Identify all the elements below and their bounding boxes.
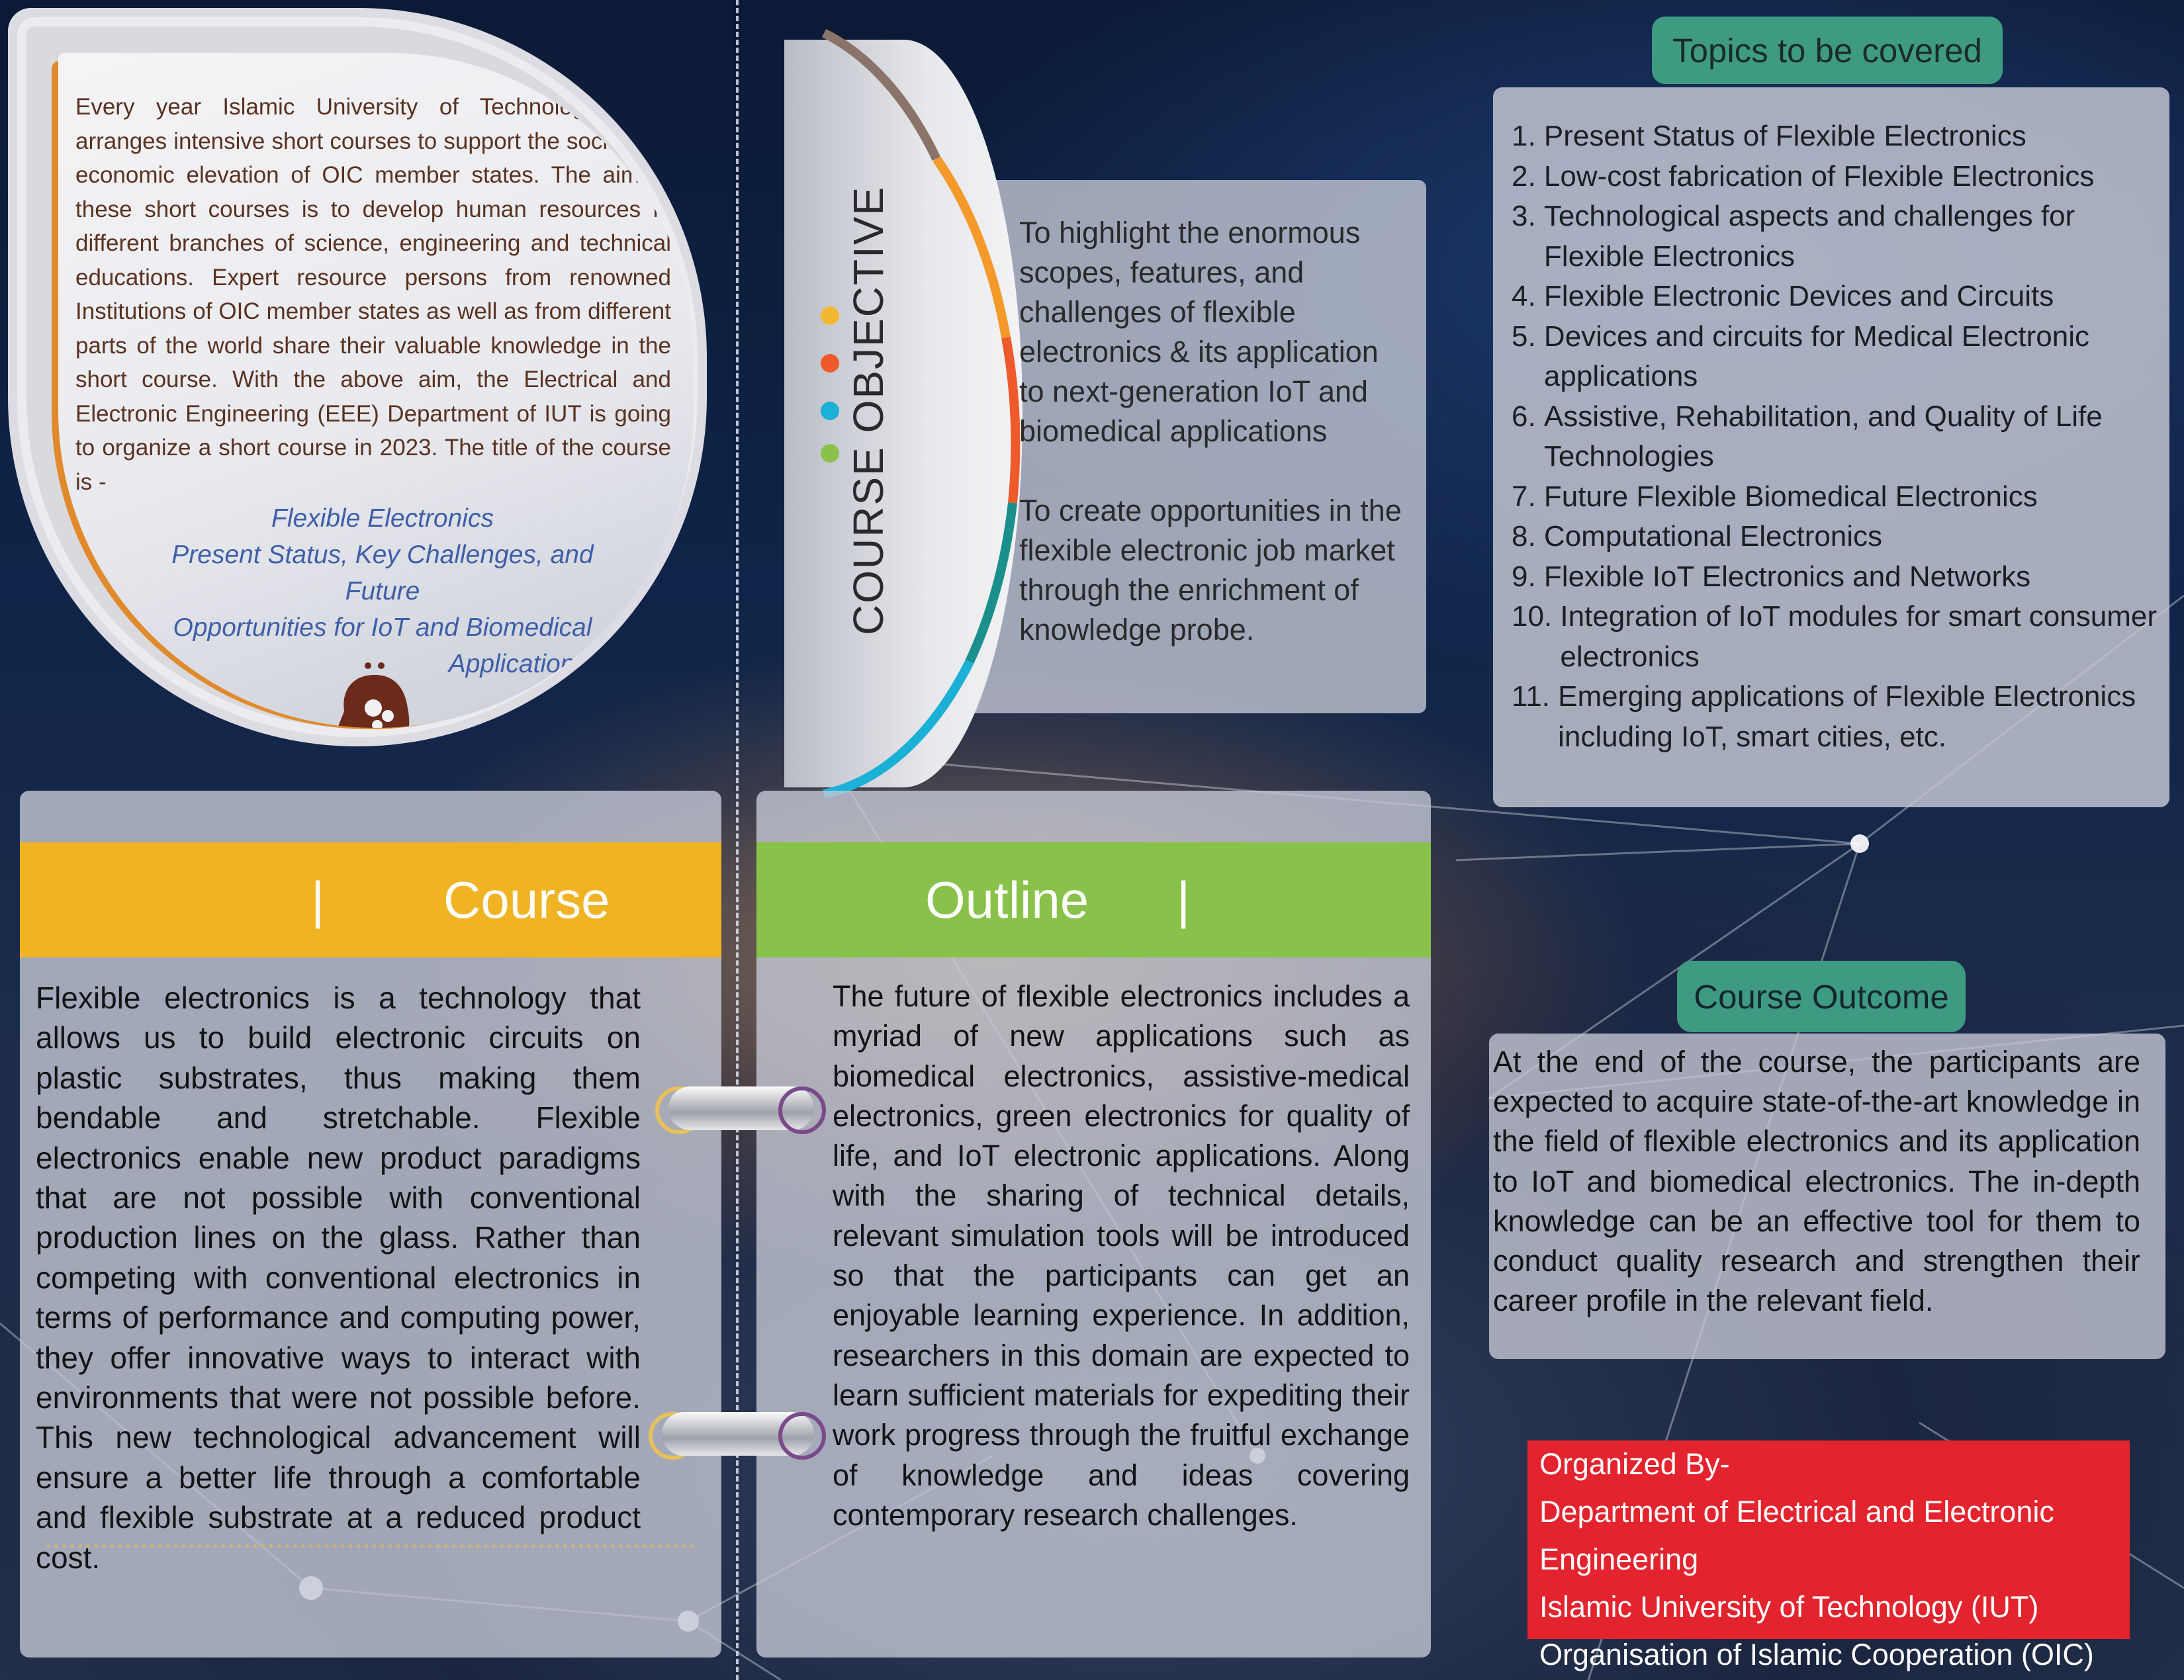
outline-heading: Outline [925, 871, 1089, 929]
topic-item [1512, 557, 2167, 597]
outcome-description: At the end of the course, the participants are expected to acquire state-of-the-art knowledge in the field of flexible electronics and its application to IoT and biomedical electronics. The in-depth knowledge can be an effective tool for them to conduct quality research and strengthen their career profile in the relevant field. [1493, 1045, 2140, 1318]
topic-number: 9. [1512, 560, 1544, 593]
topic-item [1512, 677, 2167, 757]
objective-dot-yellow [821, 306, 839, 325]
topic-item [1512, 397, 2167, 477]
connector-ring-right-bottom [778, 1412, 826, 1460]
topic-text: Technological aspects and challenges for Flexible Electronics [1543, 200, 2075, 273]
organizer-box [1527, 1440, 2130, 1671]
topic-item [1512, 477, 2167, 517]
topic-text: Flexible IoT Electronics and Networks [1543, 560, 2031, 593]
topic-number: 8. [1512, 520, 1544, 553]
intro-circle [58, 53, 694, 728]
topic-item [1512, 597, 2167, 677]
course-description: Flexible electronics is a technology that allows us to build electronic circuits on plastic substrates, thus making them bendable and stretchable. Flexible electronics enable new product paradigms that are not possible with conventional production lines on the glass. Rather than competing with conventional electronics in terms of performance and computing power, they offer innovative ways to interact with environments that were not possible before. This new technological advancement will ensure a better life through a comfortable and flexible substrate at a reduced product cost. [36, 981, 641, 1575]
course-title-line-3: Opportunities for IoT and Biomedical [173, 613, 592, 642]
topic-number: 6. [1512, 400, 1544, 433]
topic-text: Integration of IoT modules for smart consumer electronics [1560, 600, 2157, 673]
topic-text: Future Flexible Biomedical Electronics [1543, 480, 2038, 513]
topic-number: 2. [1512, 159, 1544, 193]
objective-dot-orange [821, 354, 839, 373]
objective-points [1019, 213, 1410, 689]
topic-item [1512, 157, 2167, 197]
topic-item [1512, 317, 2167, 397]
course-heading-bar [20, 842, 721, 957]
outline-heading-bar [756, 842, 1431, 957]
topic-item [1512, 197, 2167, 277]
topics-list [1512, 116, 2167, 757]
organizer-line-3: Islamic University of Technology (IUT) [1539, 1590, 2039, 1624]
organizer-line-4: Organisation of Islamic Cooperation (OIC) [1539, 1638, 2094, 1671]
topic-item [1512, 277, 2167, 317]
topic-text: Flexible Electronic Devices and Circuits [1543, 280, 2054, 312]
connector-ring-right-top [778, 1086, 826, 1134]
topic-number: 3. [1512, 200, 1544, 232]
organizer-line-1: Organized By- [1539, 1447, 1730, 1481]
course-title [138, 500, 627, 682]
course-pipe: | [311, 871, 325, 929]
topic-text: Devices and circuits for Medical Electronic applications [1543, 320, 2089, 392]
outcome-title: Course Outcome [1677, 961, 1966, 1032]
brain-head-icon [335, 662, 414, 728]
dotted-divider [46, 1544, 695, 1548]
topic-number: 5. [1512, 320, 1544, 353]
objective-dot-green [821, 444, 839, 463]
topic-item [1512, 116, 2167, 157]
objective-point-1: To highlight the enormous scopes, features, and challenges of flexible electronics & its application to next-generation IoT and biomedical applications [1019, 216, 1379, 448]
outline-description: The future of flexible electronics includes a myriad of new applications such as biomedical electronics, assistive-medical electronics, green electronics for quality of life, and IoT electronic applications. Along with the sharing of technical details, relevant simulation tools will be introduced so that the participants can get an enjoyable learning experience. In addition, researchers in this domain are expected to learn sufficient materials for expediting their work progress through the fruitful exchange of knowledge and ideas covering contemporary research challenges. [833, 979, 1410, 1532]
topic-number: 4. [1512, 280, 1544, 312]
topic-text: Low-cost fabrication of Flexible Electronics [1543, 159, 2095, 193]
course-heading: Course [443, 871, 610, 929]
objective-label: COURSE OBJECTIVE [844, 185, 892, 635]
course-title-line-4: Applications [448, 650, 588, 678]
topic-number: 7. [1512, 480, 1544, 513]
organizer-line-2: Department of Electrical and Electronic Engineering [1539, 1495, 2054, 1576]
topic-number: 11. [1512, 680, 1559, 713]
course-title-line-2: Present Status, Key Challenges, and Future [171, 541, 594, 605]
objective-point-2: To create opportunities in the flexible electronic job market through the enrichment of knowledge probe. [1019, 494, 1402, 646]
topic-text: Assistive, Rehabilitation, and Quality of Life Technologies [1543, 400, 2103, 472]
topic-item [1512, 517, 2167, 557]
topic-text: Computational Electronics [1543, 520, 1883, 553]
objective-dot-cyan [821, 402, 839, 420]
topic-text: Present Status of Flexible Electronics [1543, 120, 2026, 152]
topic-number: 10. [1512, 600, 1561, 633]
outline-pipe: | [1177, 871, 1191, 929]
intro-paragraph: Every year Islamic University of Technology (IUT) arranges intensive short courses to support the social and economic elevation of OIC member states. The aim of these short courses is to develop human resources in different branches of science, engineering and technical educations. Expert resource persons from renowned Institutions of OIC member states as well as from different parts of the world share their valuable knowledge in the short course. With the above aim, the Electrical and Electronic Engineering (EEE) Department of IUT is going to organize a short course in 2023. The title of the course is - [75, 94, 671, 495]
topic-text: Emerging applications of Flexible Electronics including IoT, smart cities, etc. [1558, 680, 2136, 753]
topics-title: Topics to be covered [1652, 17, 2003, 84]
course-title-line-1: Flexible Electronics [271, 504, 494, 533]
topic-number: 1. [1512, 120, 1544, 152]
